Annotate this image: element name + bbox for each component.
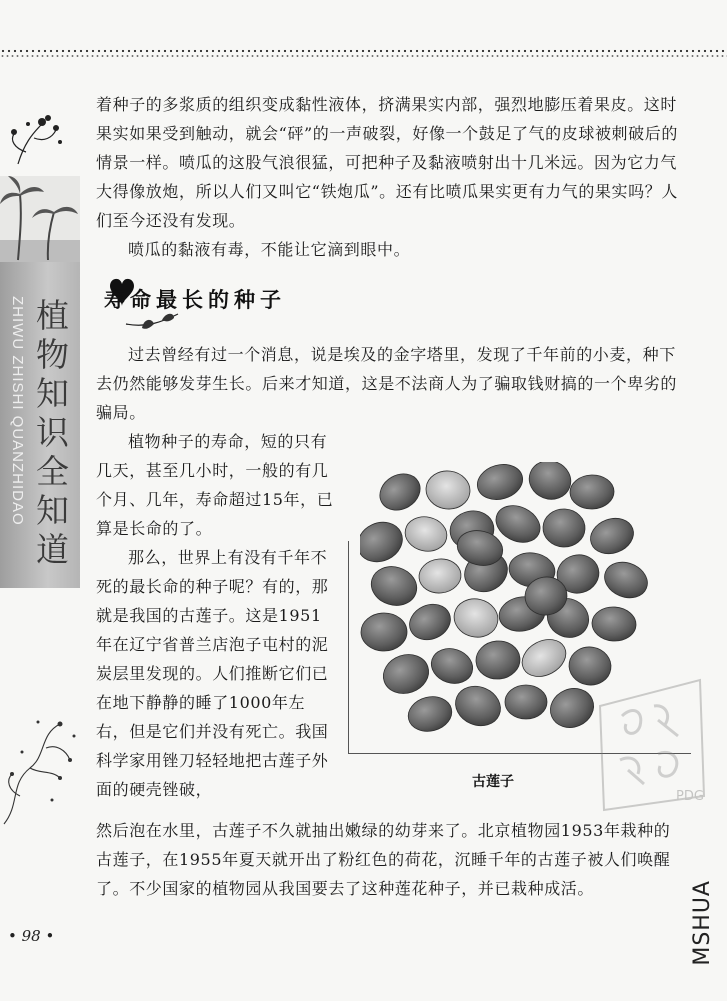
lotus-seed [424,468,472,511]
lotus-seed [427,643,477,688]
top-dotted-rule [0,49,727,53]
lotus-seed [474,639,521,681]
book-side-title: 植物知识全知道 [31,298,70,571]
lotus-seed [450,595,501,642]
lotus-seed [417,557,462,595]
lotus-seed [378,649,434,700]
paragraph-lotus-revival: 然后泡在水里，古莲子不久就抽出嫩绿的幼芽来了。北京植物园1953年栽种的古莲子，在1955年夏天就开出了粉红色的荷花，沉睡千年的古莲子被人们唤醒了。不少国家的植物园从我国要去了这种莲花种子，并已栽种成活。 [96,821,671,898]
lotus-seed [405,692,456,736]
top-dotted-rule-secondary [0,55,727,57]
lotus-seed [591,606,637,643]
lotus-seed [473,462,527,505]
lotus-seed [524,462,577,505]
flower-sprig-icon [4,94,74,174]
lotus-seed [404,598,456,646]
lotus-seed [373,467,426,517]
lotus-seed [542,508,586,548]
paragraph-spray-cucumber: 着种子的多浆质的组织变成黏性液体，挤满果实内部，强烈地膨压着果皮。这时果实如果受到触动，就会“砰”的一声破裂，好像一个鼓足了气的皮球被刺破后的情景一样。喷瓜的这股气浪很猛，可把种子及黏液喷射出十几米远。因为它力气大得像放炮，所以人们又叫它“铁炮瓜”。还有比喷瓜果实更有力气的果实吗？人们至今还没有发现。 [96,95,678,230]
paragraph-pyramid-wheat: 过去曾经有过一个消息，说是埃及的金字塔里，发现了千年前的小麦，种下去仍然能够发芽生长。后来才知道，这是不法商人为了骗取钱财搞的一个卑劣的骗局。 [96,345,678,422]
lotus-seed [402,513,450,555]
vine-decoration-icon [0,704,82,834]
palm-tree-icon [0,176,80,262]
corner-watermark: MSHUA [690,880,715,966]
lotus-seed [516,632,573,684]
lotus-seed [586,513,639,560]
page-number: • 98 • [8,927,55,945]
svg-text:PDG: PDG [676,789,704,804]
lotus-seed [366,561,421,611]
lotus-seed [360,515,409,569]
paragraph-seed-lifespan: 植物种子的寿命，短的只有几天，甚至几小时，一般的有几个月、几年，寿命超过15年，已算是长命的了。 [96,432,334,538]
library-stamp-watermark [592,676,708,814]
lotus-seed [505,685,547,719]
paragraph-ancient-lotus: 那么，世界上有没有千年不死的最长命的种子呢？有的，那就是我国的古莲子。这是1951年在辽宁省普兰店泡子屯村的泥炭层里发现的。人们推断它们已在地下静静的睡了1000年左右，但是它们并没有死亡。我国科学家用锉刀轻轻地把古莲子外面的硬壳锉破， [96,548,329,799]
paragraph-poison-note: 喷瓜的黏液有毒，不能让它滴到眼中。 [128,240,411,259]
lotus-seed [449,680,506,733]
lotus-seed [599,556,653,604]
lotus-seed [361,613,408,652]
lotus-seed [569,474,614,510]
side-pinyin-label: ZHIWU ZHISHI QUANZHIDAO [9,296,26,526]
figure-caption: 古莲子 [472,774,514,790]
section-heading: 寿命最长的种子 [104,287,286,312]
